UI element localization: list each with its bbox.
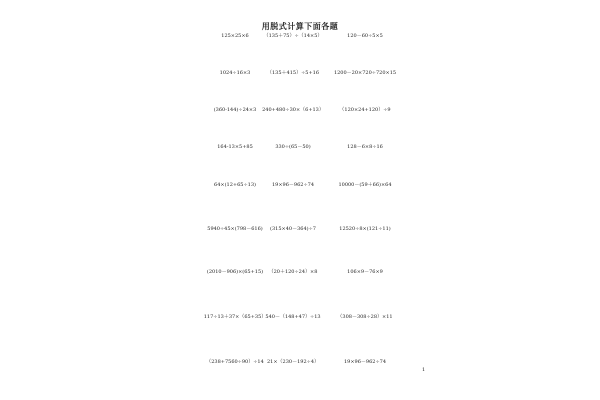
problem-text: （135＋415）÷5+16 <box>266 70 320 76</box>
problem-text: 125×25×6 <box>221 33 249 39</box>
problem-text: 106×9－76×9 <box>347 269 383 275</box>
problem-text: 64×(12+65÷13) <box>214 182 256 188</box>
problem-text: 12520÷8×(121÷11) <box>339 226 391 232</box>
problem-text: 1200－20×720÷720×15 <box>333 70 397 76</box>
problem-row <box>0 312 600 322</box>
problem-text: 19×96－962÷74 <box>271 182 315 188</box>
problem-text: (360-144)÷24×3 <box>213 107 257 113</box>
problem-text: 21×（230－192÷4） <box>266 359 320 365</box>
problem-text: (2010－906)×(65+15) <box>206 269 264 275</box>
problem-text: 128－6×8÷16 <box>347 144 383 150</box>
problem-row <box>0 31 600 41</box>
page-title: 用脱式计算下面各题 <box>261 21 339 31</box>
problem-text: （20＋120÷24）×8 <box>268 269 318 275</box>
problem-row <box>0 357 600 367</box>
problem-row <box>0 267 600 277</box>
problem-text: 330÷(65－50) <box>275 144 311 150</box>
problem-text: 240+480÷30×（6+13） <box>262 107 324 113</box>
problem-text: 10000－(59＋66)×64 <box>338 182 392 188</box>
problem-text: （135＋75）÷（14×5） <box>263 33 323 39</box>
problem-text: （238+7560÷90）÷14 <box>206 359 264 365</box>
problem-row <box>0 224 600 234</box>
problem-text: 1024÷16×3 <box>219 70 251 76</box>
problem-row <box>0 105 600 115</box>
problem-text: 5940÷45×(798－616) <box>207 226 263 232</box>
problem-text: （120×24+120）÷9 <box>339 107 391 113</box>
problem-row <box>0 68 600 78</box>
page-number: 1 <box>422 367 426 373</box>
problem-row <box>0 180 600 190</box>
problem-text: (315×40－364)÷7 <box>270 226 316 232</box>
problem-text: 117÷13＋37×（65+35） <box>203 314 267 320</box>
problem-text: 164-13×5+85 <box>217 144 253 150</box>
problem-text: 120－60÷5×5 <box>347 33 383 39</box>
problem-text: （308－308÷28）×11 <box>337 314 393 320</box>
problem-text: 19×96－962÷74 <box>343 359 387 365</box>
problem-row <box>0 142 600 152</box>
problem-text: 540－（148+47）÷13 <box>265 314 321 320</box>
